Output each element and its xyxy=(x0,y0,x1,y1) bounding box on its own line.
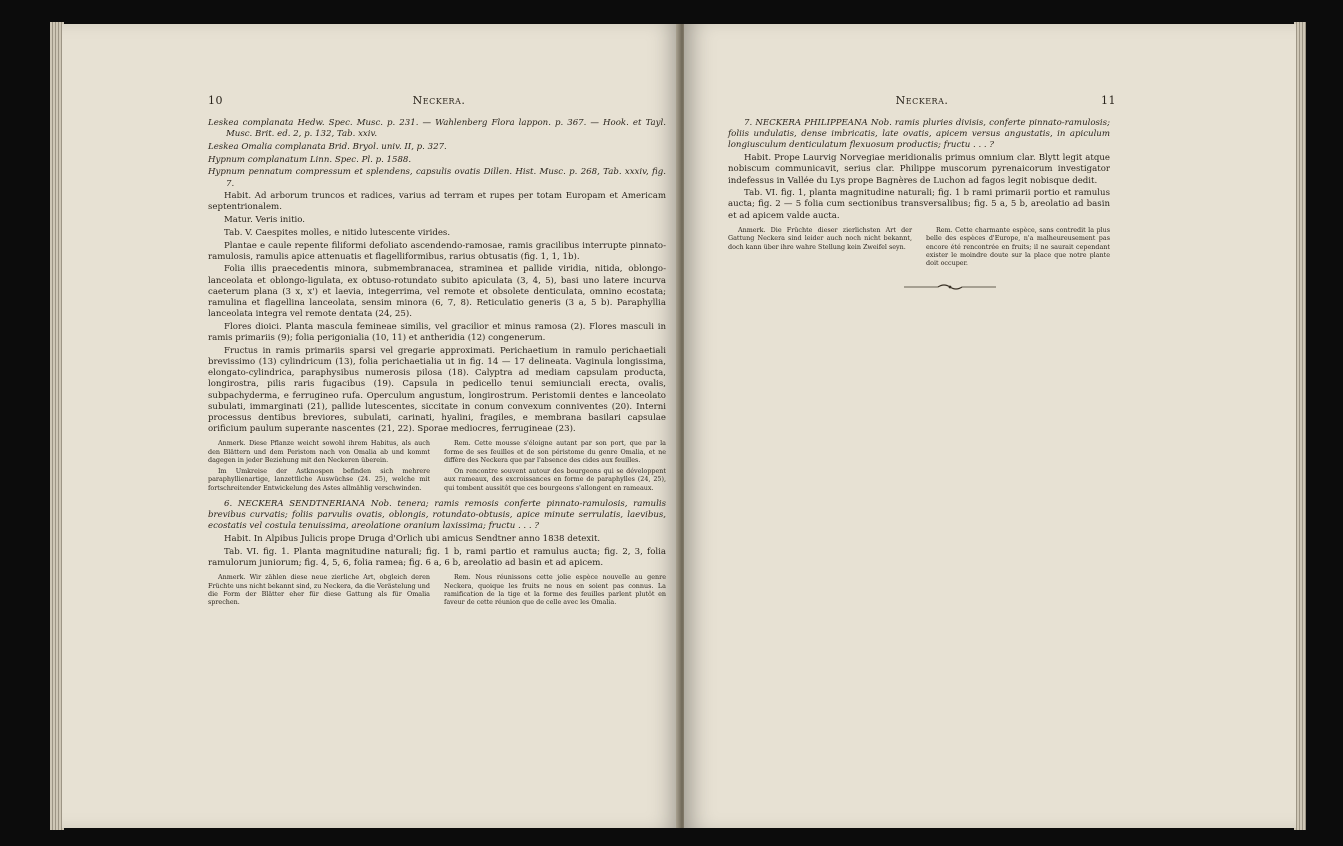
footnote-french xyxy=(444,439,666,493)
species-6-habitat: Habit. In Alpibus Julicis prope Druga d'Orlich ubi amicus Sendtner anno 1838 detexit. xyxy=(224,534,601,545)
synonym: Hypnum pennatum compressum et splendens, capsulis ovatis Dillen. Hist. Musc. p. 268, Tab. xxxiv, fig. 7. xyxy=(208,167,666,189)
paragraph-plate: Tab. V. Caespites molles, e nitido lutescente virides. xyxy=(224,227,451,238)
footnote-french xyxy=(926,226,1110,270)
left-page xyxy=(62,24,680,828)
note-text: Rem. Cette charmante espèce, sans contredit la plus belle des espèces d'Europe, n'a malheureusement pas encore été rencontrée en fruits; il ne saurait cependant exister le moindre doute sur la place que notre plante doit occuper. xyxy=(926,225,1110,268)
footnotes-3 xyxy=(728,226,1110,270)
synonym: Leskea Omalia complanata Brid. Bryol. univ. II, p. 327. xyxy=(208,141,447,152)
right-page-body xyxy=(728,118,1110,270)
paragraph-plate: Tab. VI. fig. 1, planta magnitudine naturali; fig. 1 b rami primarii portio et ramulus aucta; fig. 2 — 5 folia cum sectionibus transversalibus; fig. 5 a, 5 b, areolatio ad basin et ad apicem valde aucta. xyxy=(728,188,1110,221)
synonym: Leskea complanata Hedw. Spec. Musc. p. 231. — Wahlenberg Flora lappon. p. 367. — Hook. et Tayl. Musc. Brit. ed. 2, p. 132, Tab. xxiv. xyxy=(208,118,666,140)
note-text: Rem. Nous réunissons cette jolie espèce nouvelle au genre Neckera, quoique les fruits ne nous en soient pas connus. La ramification de la tige et la forme des feuilles parlent plutôt en faveur de cette réunion que de celle avec les Omalia. xyxy=(444,573,666,607)
note-text: Anmerk. Diese Pflanze weicht sowohl ihrem Habitus, als auch den Blättern und dem Peristom nach von Omalia ab und kommt dagegen in jeder Beziehung mit den Neckeren überein. xyxy=(208,439,430,465)
footnote-german xyxy=(208,439,430,493)
footnote-german xyxy=(728,226,912,270)
note-text: Anmerk. Die Früchte dieser zierlichsten Art der Gattung Neckera sind leider auch noch nicht bekannt, doch kann über ihre wahre Stellung kein Zweifel seyn. xyxy=(728,225,912,251)
footnotes-2 xyxy=(208,573,666,609)
note-text: Anmerk. Wir zählen diese neue zierliche Art, obgleich deren Früchte uns nicht bekannt sind, zu Neckera, da die Verästelung und die Form der Blätter eher für diese Gattung als für Omalia sprechen. xyxy=(208,573,430,607)
paragraph-habitat: Habit. Ad arborum truncos et radices, varius ad terram et rupes per totam Europam et Americam septentrionalem. xyxy=(208,191,666,213)
synonym: Hypnum complanatum Linn. Spec. Pl. p. 1588. xyxy=(208,154,412,165)
ornament-divider xyxy=(904,282,996,292)
paragraph-folia: Folia illis praecedentis minora, submembranacea, straminea et pallide viridia, nitida, oblongo-lanceolata et oblongo-ligulata, ex obtuso-rotundato subito apiculata (3, 4, 5), basi uno latere incurva caeterum plana (3 x, x') et laevia, integerrima, vel remote et obsolete denticulata, omnino ecostata; ramulina et flagellina lanceolata, sensim minora (6, 7, 8). Reticulatio generis (3 a, 5 b). Paraphyllia lanceolata integra vel remote dentata (24, 25). xyxy=(208,264,666,320)
footnote-german xyxy=(208,573,430,609)
paragraph-habitat: Habit. Prope Laurvig Norvegiae meridionalis primus omnium clar. Blytt legit atque nobiscum communicavit, serius clar. Philippe muscorum pyrenaicorum investigator indefessus in Vallée du Lys prope Bagnères de Luchon ad fagos legit nobisque dedit. xyxy=(728,153,1110,186)
right-page xyxy=(684,24,1296,828)
right-running-head: Neckera. xyxy=(895,94,949,107)
left-page-number: 10 xyxy=(208,94,223,107)
paragraph-plantae: Plantae e caule repente filiformi defoliato ascendendo-ramosae, ramis gracilibus interrupte pinnato-ramulosis, ramulis apice attenuatis et flagelliformibus, rarius obtusatis (fig. 1, 1, 1b). xyxy=(208,240,666,262)
footnotes-1 xyxy=(208,439,666,493)
note-text: Im Umkreise der Astknospen befinden sich mehrere paraphyllienartige, lanzettliche Auswüchse (24. 25), welche mit fortschreitender Entwickelung des Astes allmählig verschwinden. xyxy=(208,466,430,492)
right-page-number: 11 xyxy=(1101,94,1116,107)
left-page-body xyxy=(208,118,666,609)
left-running-head: Neckera. xyxy=(412,94,466,107)
species-7-heading: 7. NECKERA PHILIPPEANA Nob. ramis pluries divisis, conferte pinnato-ramulosis; foliis undulatis, dense imbricatis, late ovatis, apicem versus angustatis, in apiculum longiusculum denticulatum flexuosum productis; fructu . . . ? xyxy=(728,118,1110,151)
paragraph-fructus: Fructus in ramis primariis sparsi vel gregarie approximati. Perichaetium in ramulo perichaetiali brevissimo (13) cylindricum (13), folia perichaetialia ut in fig. 14 — 17 delineata. Vaginula longissima, elongato-cylindrica, paraphysibus numerosis pilosa (18). Calyptra ad mediam capsulam producta, longirostra, pilis raris fugacibus (19). Capsula in pedicello tenui semiunciali erecta, ovalis, subpachyderma, e ferrugineo rufa. Operculum angustum, longirostrum. Peristomii dentes e lanceolato subulati, immarginati (21), pallide lutescentes, siccitate in conum convexum conniventes (20). Interni processus dentibus breviores, subulati, carinati, hyalini, fragiles, e membrana basilari capsulae orificium paulum superante nascentes (21, 22). Sporae mediocres, ferrugineae (23). xyxy=(208,345,666,435)
note-text: On rencontre souvent autour des bourgeons qui se développent aux rameaux, des excroissances en forme de paraphylles (24, 25), qui tombent aussitôt que ces bourgeons s'allongent en rameaux. xyxy=(444,466,666,492)
left-running-header xyxy=(208,94,670,108)
paragraph-flores: Flores dioici. Planta mascula femineae similis, vel gracilior et minus ramosa (2). Flores masculi in ramis primariis (9); folia perigonialia (10, 11) et antheridia (12) congenerum. xyxy=(208,321,666,344)
note-text: Rem. Cette mousse s'éloigne autant par son port, que par la forme de ses feuilles et de son péristome du genre Omalia, et ne diffère des Neckera que par l'absence des cides aux feuilles. xyxy=(444,439,666,465)
footnote-french xyxy=(444,573,666,609)
species-6-heading: 6. NECKERA SENDTNERIANA Nob. tenera; ramis remosis conferte pinnato-ramulosis, ramulis brevibus curvatis; foliis parvulis ovatis, oblongis, rotundato-obtusis, apice minute serrulatis, laevibus, ecostatis vel costula tenuissima, areolatione oranium laxissima; fructu . . . ? xyxy=(208,498,666,532)
right-running-header xyxy=(728,94,1116,108)
paragraph-maturity: Matur. Veris initio. xyxy=(224,215,306,226)
species-6-plate: Tab. VI. fig. 1. Planta magnitudine naturali; fig. 1 b, rami partio et ramulus aucta; fig. 2, 3, folia ramulorum juniorum; fig. 4, 5, 6, folia ramea; fig. 6 a, 6 b, areolatio ad basin et ad apicem. xyxy=(208,546,666,568)
